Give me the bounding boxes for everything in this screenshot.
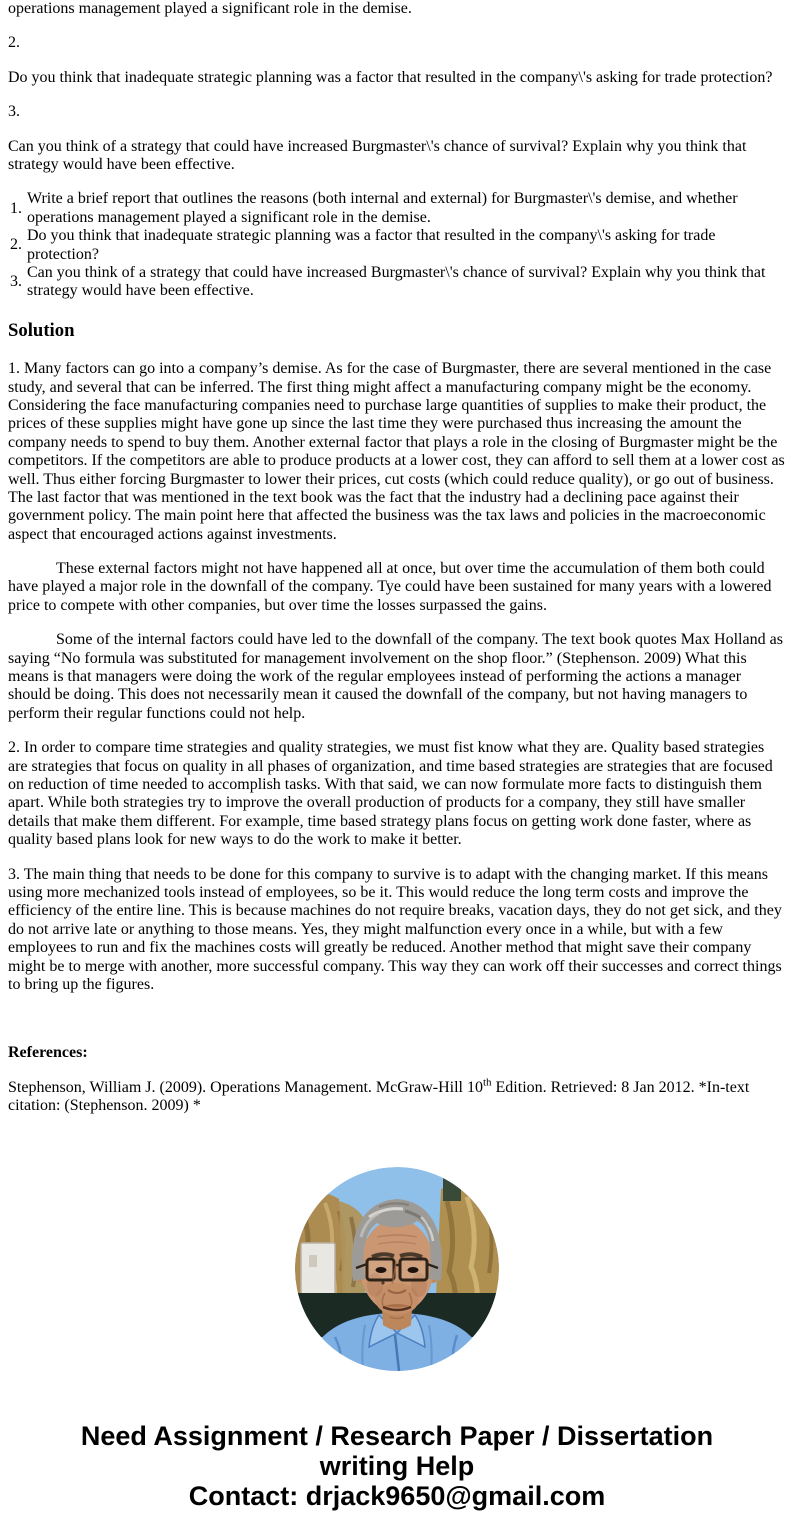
list-item-text: Write a brief report that outlines the reasons (both internal and external) for Burgmaster\'s demise, and whether operations management played a significant role in the demise.: [27, 190, 738, 226]
solution-paragraph-3: Some of the internal factors could have led to the downfall of the company. The text book quotes Max Holland as saying “No formula was substituted for management involvement on the shop floor.” (Stephenson. 2009) What this means is that managers were doing the work of the regular employees instead of performing the actions a manager should be doing. This does not necessarily mean it caused the downfall of the company, but not having managers to perform their regular functions could not help.: [8, 631, 783, 722]
promo-banner-line-1: Need Assignment / Research Paper / Dissertation: [80, 1421, 714, 1452]
solution-paragraph-5: 3. The main thing that needs to be done for this company to survive is to adapt with the changing market. If this means using more mechanized tools instead of employees, so be it. This would reduce the long term costs and improve the efficiency of the entire line. This is because machines do not require breaks, vacation days, they do not get sick, and they do not arrive late or anything to those means. Yes, they might malfunction every once in a while, but with a few employees to run and fix the machines costs will greatly be reduced. Another method that might save their company might be to merge with another, more successful company. This way they can work off their successes and correct things to bring up the figures.: [8, 865, 782, 993]
solution-paragraph-2: These external factors might not have happened all at once, but over time the accumulation of them both could have played a major role in the downfall of the company. Tye could have been sustained for many years with a lowered price to compete with other companies, but over time the losses surpassed the gains.: [8, 560, 772, 614]
question1-tail-text: operations management played a significant role in the demise.: [8, 0, 412, 17]
solution-heading: Solution: [8, 319, 75, 341]
solution-paragraph-1: 1. Many factors can go into a company’s demise. As for the case of Burgmaster, there are several mentioned in the case study, and several that can be inferred. The first thing might affect a manufacturing company might be the economy. Considering the face manufacturing companies need to purchase large quantities of supplies to make their product, the prices of these supplies might have gone up since the last time they were purchased thus increasing the amount the company needs to spend to buy them. Another external factor that plays a role in the closing of Burgmaster might be the competitors. If the competitors are able to produce products at a lower cost, they can afford to sell them at a lower cost as well. Thus either forcing Burgmaster to lower their prices, cut costs (which could reduce quality), or go out of business. The last factor that was mentioned in the text book was the fact that the industry had a declining pace against their government policy. The main point here that affected the business was the tax laws and policies in the macroeconomic aspect that encouraged actions against investments.: [8, 360, 785, 543]
reference-superscript: th: [482, 1076, 492, 1089]
promo-banner-line-2: writing Help: [319, 1451, 475, 1482]
question-2-number: 2.: [8, 34, 20, 52]
list-item-number: 1.: [10, 199, 22, 217]
solution-paragraph-4: 2. In order to compare time strategies and quality strategies, we must fist know what they are. Quality based strategies are strategies that focus on quality in all phases of organization, and time based strategies are strategies that are focused on reduction of time needed to accomplish tasks. With that said, we can now formulate more facts to distinguish them apart. While both strategies try to improve the overall production of products for a company, they still have smaller details that make them different. For example, time based strategy plans focus on getting work done faster, where as quality based plans look for new ways to do the work to make it better.: [8, 739, 773, 849]
promo-banner: [8, 1421, 786, 1511]
list-item-number: 3.: [10, 273, 22, 291]
tutor-photo-container: [8, 1167, 786, 1371]
reference-entry-text-after: Edition. Retrieved: 8 Jan 2012. *In-text citation: (Stephenson. 2009) *: [8, 1078, 750, 1115]
list-item: [8, 264, 786, 301]
list-item-text: Can you think of a strategy that could have increased Burgmaster\'s chance of survival? Explain why you think that strategy would have been effective.: [27, 263, 766, 300]
tutor-avatar: [295, 1167, 499, 1371]
question-3-text: Can you think of a strategy that could have increased Burgmaster\'s chance of survival? Explain why you think that strategy would have been effective.: [8, 137, 747, 173]
blank-line: [8, 1010, 786, 1028]
list-item-text: Do you think that inadequate strategic planning was a factor that resulted in the company\'s asking for trade protection?: [27, 227, 716, 263]
list-item: [8, 227, 786, 264]
question-2-text: Do you think that inadequate strategic planning was a factor that resulted in the company\'s asking for trade protection?: [8, 68, 773, 86]
reference-entry-text: Stephenson, William J. (2009). Operations Management. McGraw-Hill 10: [8, 1078, 483, 1096]
references-heading: References:: [8, 1044, 88, 1062]
promo-contact-email: Contact: drjack9650@gmail.com: [188, 1481, 606, 1512]
question-3-number: 3.: [8, 103, 20, 121]
list-item-number: 2.: [10, 236, 22, 254]
questions-numbered-list: [8, 190, 786, 300]
tutor-portrait-image: [295, 1167, 499, 1371]
reference-entry: [8, 1076, 786, 1116]
list-item: [8, 190, 786, 227]
